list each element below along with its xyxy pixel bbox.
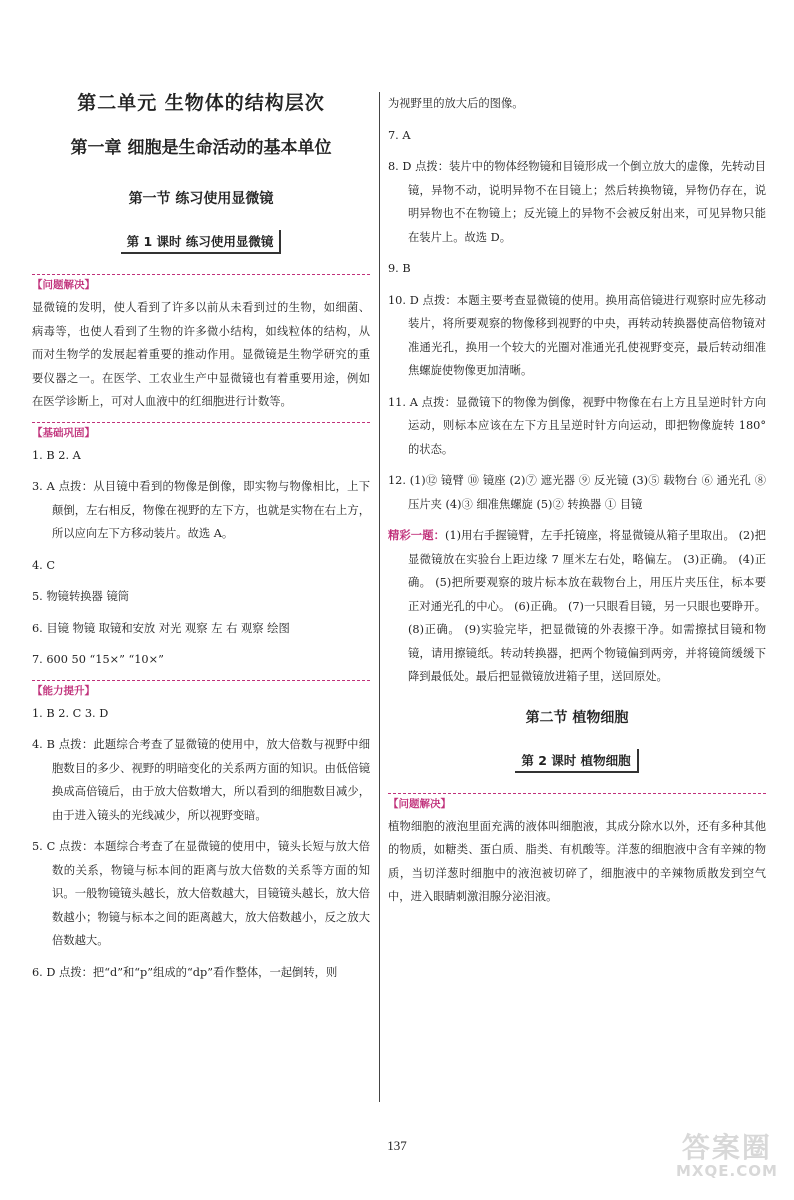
unit-title: 第二单元 生物体的结构层次: [77, 92, 325, 114]
lesson-heading: [32, 230, 370, 254]
answer-item: 为视野里的放大后的图像。: [388, 97, 524, 110]
lesson-title-2: 第 2 课时 植物细胞: [515, 749, 638, 773]
lesson-title: 第 1 课时 练习使用显微镜: [121, 230, 282, 254]
watermark-line2: MXQE.COM: [676, 1162, 778, 1180]
answer-item: 4. B 点拨：此题综合考查了显微镜的使用中，放大倍数与视野中细胞数目的多少、视野的明暗变化的关系两方面的知识。由低倍镜换成高倍镜后，由于放大倍数增大，所以看到的细胞数目减少，由于进入镜头的光线减少，所以视野变暗。: [32, 738, 370, 822]
answer-item: 6. 目镜 物镜 取镜和安放 对光 观察 左 右 观察 绘图: [32, 621, 290, 635]
tag-featured: 精彩一题：: [388, 529, 446, 542]
section-title: 第一节 练习使用显微镜: [128, 191, 274, 207]
answer-item: 6. D 点拨：把“d”和“p”组成的“dp”看作整体，一起倒转，则: [32, 965, 338, 979]
answer-item: 10. D 点拨：本题主要考查显微镜的使用。换用高倍镜进行观察时应先移动装片，将所要观察的物像移到视野的中央，再转动转换器使高倍物镜对准通光孔，换用一个较大的光圈对准通光孔使视野变亮，最后转动细准焦螺旋使物像更加清晰。: [388, 293, 766, 377]
page-number: 137: [387, 1138, 407, 1153]
tag-problem-solving: 【问题解决】: [32, 274, 370, 292]
answer-item: 8. D 点拨：装片中的物体经物镜和目镜形成一个倒立放大的虚像，先转动目镜，异物不动，说明异物不在目镜上；然后转换物镜，异物仍存在，说明异物也不在物镜上；反光镜上的异物不会被反射出来，可见异物只能在装片上。故选 D。: [388, 160, 766, 244]
column-divider: [379, 92, 380, 1102]
tag-basic: 【基础巩固】: [32, 422, 370, 440]
answer-item: 3. A 点拨：从目镜中看到的物像是倒像，即实物与物像相比，上下颠倒，左右相反，物像在视野的左下方，也就是实物在右上方，所以应向左下方移动装片。故选 A。: [32, 480, 370, 540]
answer-item: 1. B 2. C 3. D: [32, 706, 109, 720]
left-column: [32, 88, 370, 992]
answer-item: 4. C: [32, 558, 56, 572]
answer-item: 5. C 点拨：本题综合考查了在显微镜的使用中，镜头长短与放大倍数的关系，物镜与标本间的距离与放大倍数的关系等方面的知识。一般物镜镜头越长，放大倍数越大，目镜镜头越长，放大倍数越小；物镜与标本之间的距离越大，放大倍数越小，反之放大倍数越大。: [32, 840, 370, 947]
answer-item: 7. A: [388, 128, 411, 142]
answer-item: 9. B: [388, 262, 411, 275]
answer-item: 12. (1)⑫ 镜臂 ⑩ 镜座 (2)⑦ 遮光器 ⑨ 反光镜 (3)⑤ 载物台 ⑥ 通光孔 ⑧ 压片夹 (4)③ 细准焦螺旋 (5)② 转换器 ① 目镜: [388, 474, 766, 511]
chapter-title: 第一章 细胞是生命活动的基本单位: [70, 138, 332, 158]
section-title-2: 第二节 植物细胞: [525, 709, 629, 726]
watermark-logo: [676, 1126, 778, 1180]
watermark-line1: 答案圈: [681, 1131, 772, 1164]
problem-text-2: 植物细胞的液泡里面充满的液体叫细胞液，其成分除水以外，还有多种其他的物质，如糖类、蛋白质、脂类、有机酸等。洋葱的细胞液中含有辛辣的物质，当切洋葱时细胞中的液泡被切碎了，细胞液中的辛辣物质散发到空气中，进入眼睛刺激泪腺分泌泪液。: [388, 819, 766, 903]
right-column: [388, 92, 766, 917]
tag-ability: 【能力提升】: [32, 680, 370, 698]
answer-item: 1. B 2. A: [32, 448, 81, 462]
answer-item: 11. A 点拨：显微镜下的物像为倒像，视野中物像在右上方且呈逆时针方向运动，则标本应该在左下方且呈逆时针方向运动，即把物像旋转 180° 的状态。: [388, 395, 766, 456]
answer-item: 7. 600 50 “15×” “10×”: [32, 653, 164, 666]
tag-problem-solving-2: 【问题解决】: [388, 793, 766, 811]
featured-question: [388, 524, 766, 689]
answer-item: 5. 物镜转换器 镜筒: [32, 590, 130, 603]
featured-text: (1)用右手握镜臂，左手托镜座，将显微镜从箱子里取出。 (2)把显微镜放在实验台上距边缘 7 厘米左右处，略偏左。 (3)正确。 (4)正确。 (5)把所要观察的玻片标本放在载物台上，用压片夹压住，标本要正对通光孔的中心。 (6)正确。 (7)一只眼看目镜，另一只眼也要睁开。 (8)正确。 (9)实验完毕，把显微镜的外表擦干净。如需擦拭目镜和物镜，请用擦镜纸。转动转换器，把两个物镜偏到两旁，并将镜筒缓缓下降到最低处。最后把显微镜放进箱子里，送回原处。: [408, 529, 766, 683]
problem-text: 显微镜的发明，使人看到了许多以前从未看到过的生物，如细菌、病毒等，也使人看到了生物的许多微小结构，如线粒体的结构，从而对生物学的发展起着重要的推动作用。显微镜是生物学研究的重要仪器之一。在医学、工农业生产中显微镜也有着重要用途，例如在医学诊断上，可对人血液中的红细胞进行计数等。: [32, 301, 370, 408]
lesson-heading-2: [388, 749, 766, 773]
